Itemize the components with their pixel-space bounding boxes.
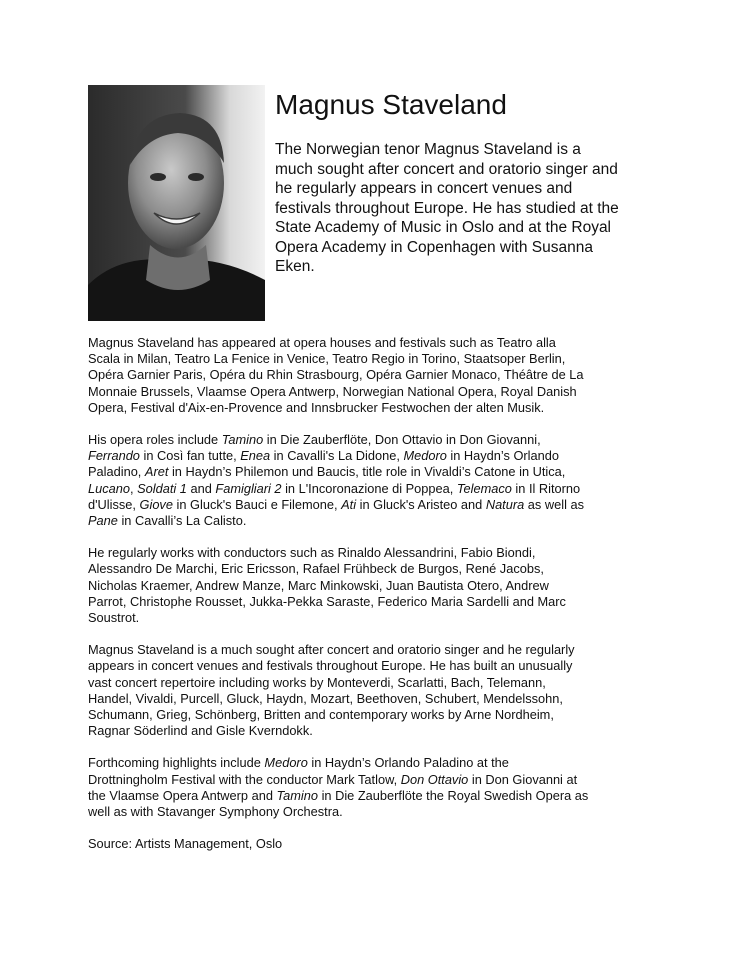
text-line (88, 367, 673, 383)
paragraph-venues (88, 335, 673, 416)
text-line (88, 384, 673, 400)
italic-role-name: Enea (240, 448, 271, 464)
text-line (88, 578, 673, 594)
text-run: Magnus Staveland has appeared at opera houses and festivals such as Teatro alla (88, 335, 556, 350)
text-run: Drottningholm Festival with the conductor Mark Tatlow, (88, 771, 401, 787)
text-run: Forthcoming highlights include (88, 755, 265, 771)
italic-role-name: Telemaco (456, 480, 512, 496)
text-run: in Cavalli's La Didone, (270, 448, 404, 464)
text-line (88, 707, 673, 723)
text-run: Magnus Staveland is a much sought after concert and oratorio singer and he regularly (88, 642, 575, 658)
text-line (88, 432, 673, 448)
text-run: in Die Zauberflöte, Don Ottavio in Don Giovanni, (263, 432, 541, 448)
text-run: in L'Incoronazione di Poppea, (281, 480, 457, 496)
text-line (88, 642, 673, 658)
biography-body (88, 335, 673, 868)
text-line (88, 691, 673, 707)
text-line (88, 772, 673, 788)
text-run: Nicholas Kraemer, Andrew Manze, Marc Minkowski, Juan Bautista Otero, Andrew (88, 577, 549, 593)
text-run: Handel, Vivaldi, Purcell, Gluck, Haydn, Mozart, Beethoven, Schubert, Mendelssohn, (88, 690, 563, 706)
text-run: d'Ulisse, (88, 496, 140, 512)
italic-role-name: Tamino (221, 432, 264, 448)
page-title: Magnus Staveland (275, 89, 507, 120)
text-line (88, 804, 673, 820)
text-run: Paladino, (88, 464, 145, 480)
intro-line: Opera Academy in Copenhagen with Susanna (275, 238, 593, 256)
text-run: He regularly works with conductors such as Rinaldo Alessandrini, Fabio Biondi, (88, 545, 536, 561)
italic-role-name: Giove (139, 496, 173, 512)
text-line (88, 723, 673, 739)
italic-role-name: Soldati 1 (137, 480, 187, 496)
italic-role-name: Pane (88, 513, 118, 529)
text-run: Source: Artists Management, Oslo (88, 836, 283, 852)
text-run: Ragnar Söderlind and Gisle Kverndokk. (88, 723, 313, 739)
intro-paragraph (275, 140, 695, 277)
text-line (88, 675, 673, 691)
text-line (88, 561, 673, 577)
paragraph-forthcoming (88, 755, 673, 820)
text-line (88, 545, 673, 561)
text-line (88, 755, 673, 771)
text-run: Monnaie Brussels, Vlaamse Opera Antwerp, Norwegian National Opera, Royal Danish (88, 383, 577, 399)
text-run: Schumann, Grieg, Schönberg, Britten and contemporary works by Arne Nordheim, (88, 707, 554, 723)
italic-role-name: Tamino (276, 787, 319, 803)
paragraph-conductors (88, 545, 673, 626)
text-run: vast concert repertoire including works by Monteverdi, Scarlatti, Bach, Telemann, (88, 674, 546, 690)
italic-role-name: Medoro (403, 448, 447, 464)
italic-role-name: Ati (341, 496, 357, 512)
text-run: in Il Ritorno (511, 480, 581, 496)
text-line (88, 788, 673, 804)
text-line (88, 400, 673, 416)
italic-role-name: Aret (144, 464, 169, 480)
text-run: Scala in Milan, Teatro La Fenice in Venice, Teatro Regio in Torino, Staatsoper Berlin, (88, 351, 566, 367)
intro-line: he regularly appears in concert venues and (275, 180, 573, 197)
text-run: well as with Stavanger Symphony Orchestra. (88, 804, 343, 820)
text-run: His opera roles include (88, 432, 222, 448)
text-run: in Gluck's Aristeo and (356, 496, 486, 512)
intro-line: festivals throughout Europe. He has studied at the (275, 199, 619, 217)
text-line (88, 448, 673, 464)
paragraph-repertoire (88, 642, 673, 739)
intro-line: much sought after concert and oratorio singer and (275, 160, 618, 178)
text-run: in Così fan tutte, (139, 448, 241, 464)
text-run: Opera, Festival d'Aix-en-Provence and Innsbrucker Festwochen der alten Musik. (88, 399, 545, 415)
italic-role-name: Don Ottavio (400, 771, 469, 787)
text-run: Alessandro De Marchi, Eric Ericsson, Rafael Frühbeck de Burgos, René Jacobs, (88, 561, 544, 577)
text-run: as well as (524, 496, 584, 512)
text-run: and (186, 480, 216, 496)
paragraph-source (88, 836, 673, 852)
intro-line: The Norwegian tenor Magnus Staveland is a (275, 141, 581, 158)
text-line (88, 497, 673, 513)
italic-role-name: Famigliari 2 (215, 480, 282, 496)
text-line (88, 610, 673, 626)
italic-role-name: Natura (485, 496, 525, 512)
italic-role-name: Medoro (264, 755, 308, 771)
text-run: in Don Giovanni at (468, 771, 578, 787)
text-run: in Cavalli’s La Calisto. (117, 513, 247, 529)
text-run: in Die Zauberflöte the Royal Swedish Opera as (318, 787, 589, 803)
text-line (88, 658, 673, 674)
text-run: Opéra Garnier Paris, Opéra du Rhin Strasbourg, Opéra Garnier Monaco, Théâtre de La (88, 367, 584, 383)
text-line (88, 351, 673, 367)
italic-role-name: Ferrando (88, 448, 140, 464)
text-line (88, 481, 673, 497)
text-line (88, 513, 673, 529)
text-run: in Gluck's Bauci e Filemone, (172, 496, 342, 512)
text-line (88, 594, 673, 610)
text-run: the Vlaamse Opera Antwerp and (88, 787, 277, 803)
text-run: in Haydn’s Orlando Paladino at the (307, 755, 509, 771)
intro-line: Eken. (275, 258, 315, 275)
text-run: Soustrot. (88, 610, 140, 626)
text-line (88, 464, 673, 480)
text-run: in Haydn’s Orlando (446, 448, 559, 464)
text-run: Parrot, Christophe Rousset, Jukka-Pekka Saraste, Federico Maria Sardelli and Marc (88, 593, 566, 609)
italic-role-name: Lucano (88, 480, 130, 496)
paragraph-roles (88, 432, 673, 529)
text-run: in Haydn’s Philemon und Baucis, title role in Vivaldi’s Catone in Utica, (168, 464, 566, 480)
intro-line: State Academy of Music in Oslo and at the Royal (275, 219, 612, 236)
text-line (88, 836, 673, 852)
text-run: , (129, 480, 138, 496)
text-line (88, 335, 673, 351)
portrait-photo (88, 85, 265, 321)
text-run: appears in concert venues and festivals throughout Europe. He has built an unusually (88, 658, 573, 674)
